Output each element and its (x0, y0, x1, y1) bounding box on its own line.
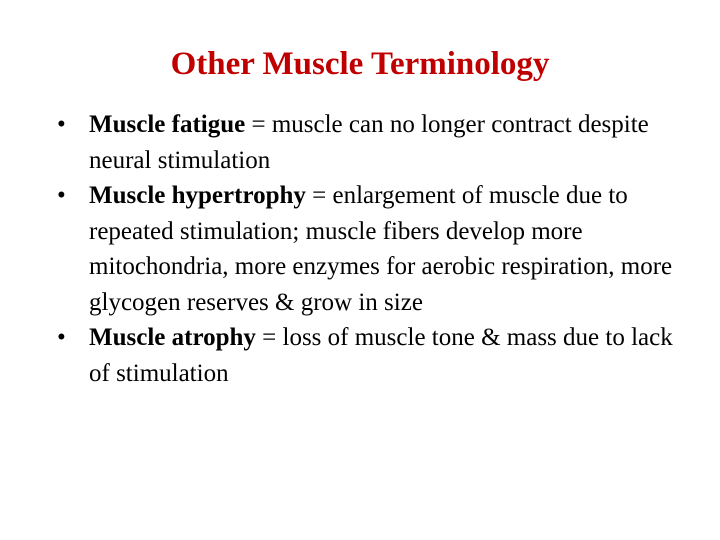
term-label: Muscle fatigue (89, 111, 246, 138)
bullet-list (57, 107, 677, 391)
term-label: Muscle hypertrophy (89, 182, 306, 209)
bullet-marker: • (57, 111, 66, 138)
bullet-marker: • (57, 182, 66, 209)
bullet-item-muscle-hypertrophy (57, 178, 677, 320)
bullet-marker: • (57, 324, 66, 351)
term-label: Muscle atrophy (89, 324, 256, 351)
term-definition: = enlargement of muscle due to repeated stimulation; muscle fibers develop more mitochondria, more enzymes for aerobic respiration, more glycogen reserves & grow in size (89, 182, 673, 316)
bullet-item-muscle-atrophy (57, 320, 677, 391)
bullet-item-muscle-fatigue (57, 107, 677, 178)
slide-title: Other Muscle Terminology (170, 46, 550, 82)
term-definition: = loss of muscle tone & mass due to lack of stimulation (89, 324, 673, 387)
term-definition: = muscle can no longer contract despite neural stimulation (89, 111, 649, 174)
